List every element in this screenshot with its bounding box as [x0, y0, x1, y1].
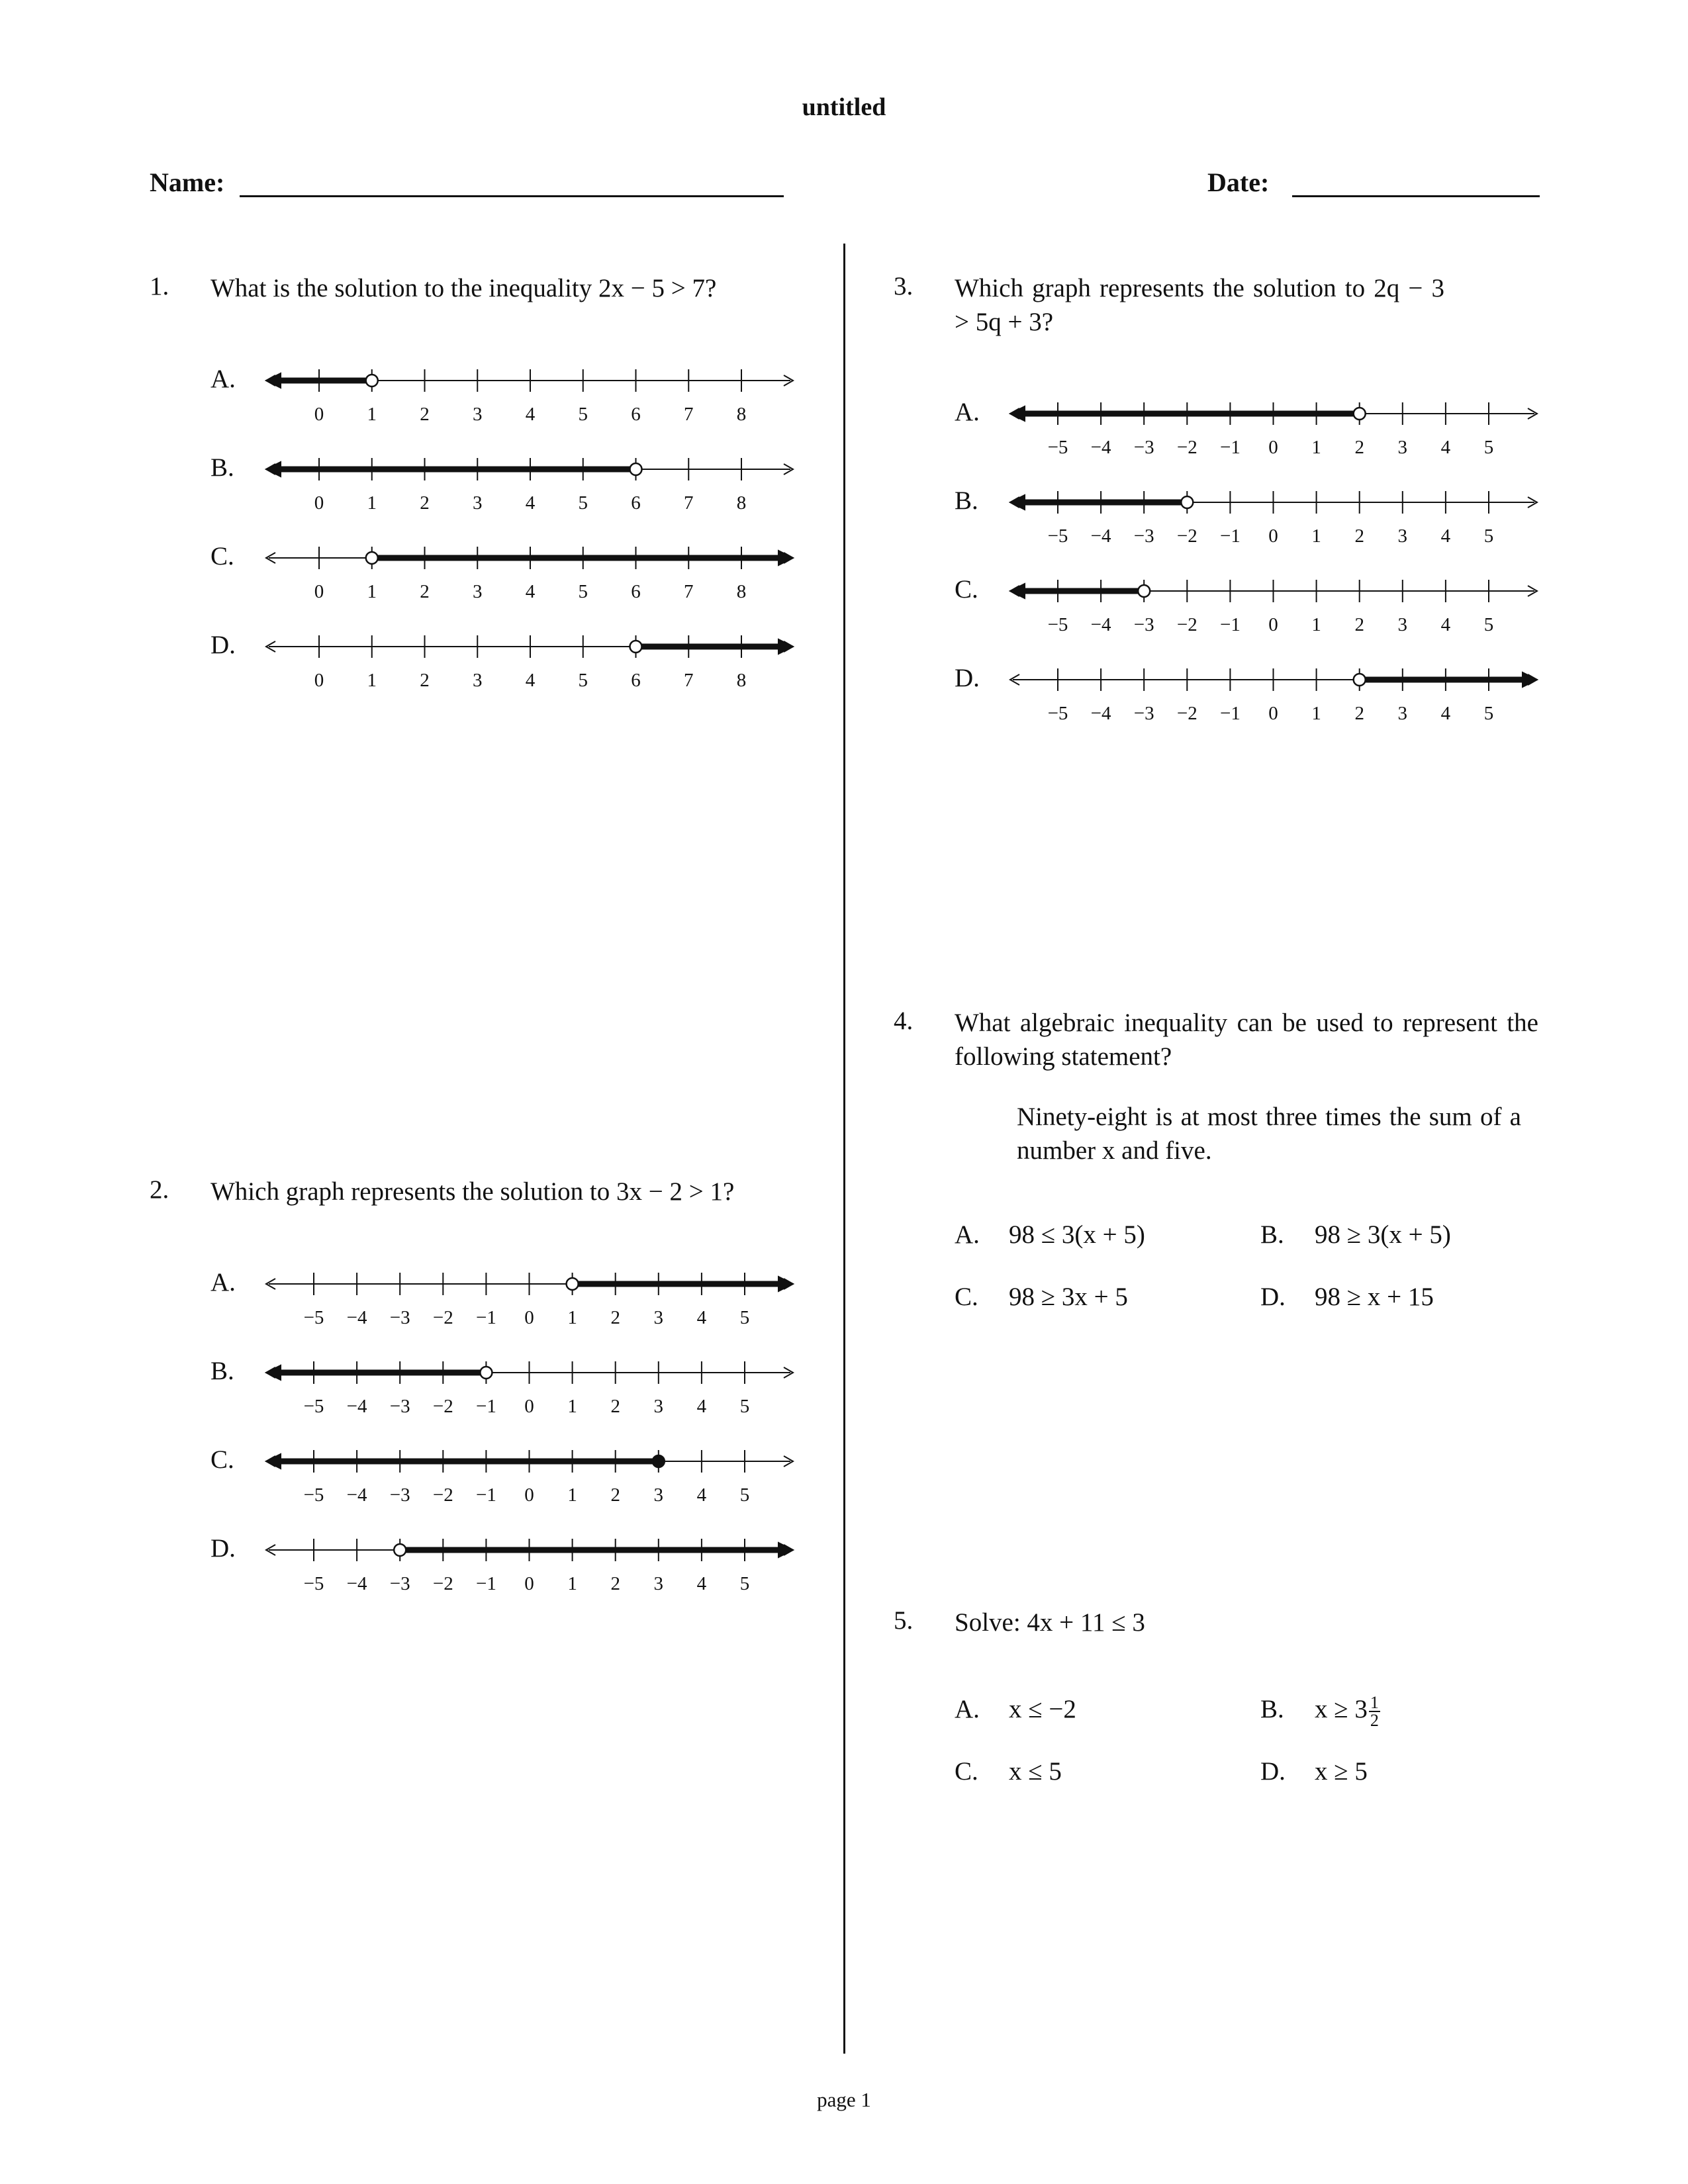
page-title: untitled — [802, 93, 886, 121]
tick-label: 3 — [473, 492, 483, 514]
q1-option-a-label: A. — [211, 365, 236, 393]
tick-label: −2 — [1176, 614, 1197, 635]
q5-choice-c-answer[interactable]: x ≤ 5 — [1009, 1757, 1062, 1786]
solution-arrowhead — [1010, 495, 1025, 510]
tick-label: 3 — [473, 404, 483, 425]
q2-option-b-label: B. — [211, 1357, 234, 1385]
tick-label: 3 — [653, 1573, 664, 1594]
tick-label: 4 — [1440, 614, 1451, 635]
open-endpoint — [1181, 496, 1193, 508]
tick-label: 4 — [1440, 703, 1451, 724]
tick-label: −3 — [389, 1396, 410, 1417]
q4-choice-a-answer[interactable]: 98 ≤ 3(x + 5) — [1009, 1220, 1145, 1249]
tick-label: 4 — [696, 1484, 707, 1506]
open-endpoint — [394, 1544, 406, 1556]
solution-arrowhead — [266, 1454, 281, 1469]
open-endpoint — [567, 1278, 579, 1290]
tick-label: −5 — [1047, 703, 1068, 724]
open-endpoint — [480, 1367, 492, 1379]
q3-number-line-b[interactable] — [0, 479, 1688, 547]
tick-label: 8 — [736, 404, 747, 425]
date-blank-line[interactable] — [1292, 195, 1540, 197]
tick-label: 5 — [1483, 614, 1494, 635]
tick-label: 2 — [610, 1307, 620, 1328]
open-endpoint — [366, 552, 378, 564]
tick-label: 1 — [367, 670, 377, 691]
tick-label: 5 — [1483, 525, 1494, 547]
tick-label: −3 — [1133, 437, 1154, 458]
solution-arrowhead — [778, 551, 793, 565]
open-endpoint — [366, 375, 378, 387]
tick-label: −5 — [303, 1307, 324, 1328]
tick-label: 6 — [631, 404, 641, 425]
solution-arrowhead — [1010, 406, 1025, 421]
q5-choice-a-letter: A. — [955, 1695, 980, 1723]
tick-label: 5 — [739, 1396, 750, 1417]
tick-label: 2 — [610, 1396, 620, 1417]
tick-label: 1 — [1311, 525, 1321, 547]
tick-label: 7 — [684, 492, 694, 514]
tick-label: 3 — [653, 1396, 664, 1417]
tick-label: −4 — [1090, 703, 1111, 724]
tick-label: −2 — [1176, 437, 1197, 458]
q3-number-line-d[interactable] — [0, 657, 1688, 724]
q2-option-c-label: C. — [211, 1445, 234, 1474]
tick-label: 0 — [1268, 703, 1278, 724]
tick-label: 5 — [1483, 703, 1494, 724]
q1-option-d-label: D. — [211, 631, 236, 659]
tick-label: 4 — [525, 492, 536, 514]
fraction-denominator: 2 — [1370, 1711, 1379, 1731]
tick-label: 4 — [696, 1307, 707, 1328]
q4-statement: Ninety-eight is at most three times the sum of a number x and five. — [1017, 1103, 1521, 1165]
q3-number: 3. — [894, 272, 914, 300]
open-endpoint — [630, 463, 642, 475]
tick-label: 8 — [736, 670, 747, 691]
tick-label: 2 — [1354, 703, 1364, 724]
tick-label: 4 — [525, 581, 536, 602]
date-label: Date: — [1207, 167, 1270, 197]
tick-label: 1 — [1311, 614, 1321, 635]
tick-label: 3 — [1397, 614, 1408, 635]
q1-option-b-label: B. — [211, 453, 234, 482]
q5-choice-d-answer[interactable]: x ≥ 5 — [1315, 1757, 1368, 1786]
tick-label: 2 — [420, 670, 430, 691]
open-endpoint — [1354, 408, 1366, 420]
tick-label: −1 — [1219, 703, 1241, 724]
solution-arrowhead — [266, 462, 281, 477]
q2-text: Which graph represents the solution to 3x − 2 > 1? — [211, 1177, 735, 1206]
tick-label: −2 — [1176, 525, 1197, 547]
tick-label: 1 — [567, 1573, 577, 1594]
open-endpoint — [1354, 674, 1366, 686]
tick-label: 3 — [1397, 703, 1408, 724]
q3-option-a-label: A. — [955, 398, 980, 426]
tick-label: 2 — [1354, 525, 1364, 547]
tick-label: −1 — [475, 1484, 496, 1506]
q5-choice-b-fraction — [1369, 1694, 1380, 1729]
tick-label: 3 — [1397, 437, 1408, 458]
tick-label: 1 — [367, 404, 377, 425]
tick-label: −3 — [1133, 525, 1154, 547]
q5-text: Solve: 4x + 11 ≤ 3 — [955, 1608, 1145, 1637]
tick-label: 3 — [1397, 525, 1408, 547]
tick-label: 0 — [314, 404, 324, 425]
q2-option-a-label: A. — [211, 1268, 236, 1297]
q2-number: 2. — [150, 1175, 169, 1204]
q5-choice-a-answer[interactable]: x ≤ −2 — [1009, 1695, 1076, 1723]
tick-label: 3 — [653, 1307, 664, 1328]
q4-choice-d-answer[interactable]: 98 ≥ x + 15 — [1315, 1283, 1434, 1311]
q2-option-d-label: D. — [211, 1534, 236, 1563]
tick-label: −2 — [1176, 703, 1197, 724]
q3-option-b-label: B. — [955, 486, 978, 515]
tick-label: −5 — [303, 1484, 324, 1506]
tick-label: −5 — [1047, 525, 1068, 547]
tick-label: 1 — [567, 1484, 577, 1506]
tick-label: 0 — [314, 581, 324, 602]
q5-choice-c-letter: C. — [955, 1757, 978, 1786]
q4-choice-b-answer[interactable]: 98 ≥ 3(x + 5) — [1315, 1220, 1451, 1249]
q4-choice-a-letter: A. — [955, 1220, 980, 1249]
tick-label: −4 — [1090, 614, 1111, 635]
q5-choice-b-letter: B. — [1260, 1695, 1284, 1723]
tick-label: 2 — [1354, 437, 1364, 458]
solution-arrowhead — [778, 1277, 793, 1291]
solution-arrowhead — [778, 639, 793, 654]
name-blank-line[interactable] — [240, 195, 784, 197]
tick-label: 0 — [1268, 525, 1278, 547]
tick-label: 2 — [610, 1573, 620, 1594]
tick-label: 1 — [1311, 437, 1321, 458]
q2-number-line-d[interactable] — [0, 1527, 1688, 1594]
tick-label: 4 — [696, 1396, 707, 1417]
tick-label: 5 — [739, 1573, 750, 1594]
tick-label: 1 — [567, 1307, 577, 1328]
q4-choice-d-letter: D. — [1260, 1283, 1286, 1311]
q4-number: 4. — [894, 1007, 914, 1035]
closed-endpoint — [653, 1455, 665, 1467]
tick-label: 1 — [1311, 703, 1321, 724]
tick-label: −4 — [1090, 437, 1111, 458]
tick-label: −4 — [346, 1307, 367, 1328]
tick-label: 2 — [420, 581, 430, 602]
tick-label: 2 — [420, 492, 430, 514]
tick-label: 6 — [631, 492, 641, 514]
tick-label: 0 — [1268, 614, 1278, 635]
tick-label: −1 — [475, 1396, 496, 1417]
q4-choice-c-answer[interactable]: 98 ≥ 3x + 5 — [1009, 1283, 1128, 1311]
tick-label: 0 — [524, 1396, 534, 1417]
fraction-numerator: 1 — [1370, 1693, 1379, 1713]
tick-label: 7 — [684, 404, 694, 425]
tick-label: 0 — [1268, 437, 1278, 458]
tick-label: 5 — [739, 1307, 750, 1328]
tick-label: −4 — [1090, 525, 1111, 547]
tick-label: −3 — [389, 1573, 410, 1594]
tick-label: 0 — [524, 1573, 534, 1594]
tick-label: 2 — [1354, 614, 1364, 635]
q2-number-line-a[interactable] — [0, 1261, 1688, 1328]
tick-label: −1 — [475, 1573, 496, 1594]
tick-label: −2 — [432, 1307, 453, 1328]
q1-number: 1. — [150, 272, 169, 300]
q1-option-c-label: C. — [211, 542, 234, 570]
tick-label: 4 — [1440, 525, 1451, 547]
q5-choice-d-letter: D. — [1260, 1757, 1286, 1786]
tick-label: 5 — [578, 492, 588, 514]
solution-arrowhead — [266, 373, 281, 388]
tick-label: 3 — [653, 1484, 664, 1506]
tick-label: 6 — [631, 581, 641, 602]
page-number: page 1 — [817, 2088, 871, 2111]
tick-label: 4 — [525, 404, 536, 425]
name-label: Name: — [150, 167, 225, 197]
tick-label: −1 — [1219, 525, 1241, 547]
tick-label: −2 — [432, 1573, 453, 1594]
open-endpoint — [630, 641, 642, 653]
tick-label: 5 — [739, 1484, 750, 1506]
q3-text: Which graph represents the solution to 2q − 3 > 5q + 3? — [955, 274, 1444, 336]
q4-choice-b-letter: B. — [1260, 1220, 1284, 1249]
tick-label: −5 — [303, 1396, 324, 1417]
q3-number-line-c[interactable] — [0, 568, 1688, 635]
tick-label: −2 — [432, 1484, 453, 1506]
tick-label: 0 — [314, 670, 324, 691]
q3-option-d-label: D. — [955, 664, 980, 692]
tick-label: −4 — [346, 1396, 367, 1417]
q2-number-line-b[interactable] — [0, 1349, 1688, 1417]
tick-label: −1 — [475, 1307, 496, 1328]
tick-label: −4 — [346, 1484, 367, 1506]
q5-number: 5. — [894, 1606, 914, 1635]
tick-label: 0 — [524, 1307, 534, 1328]
tick-label: 7 — [684, 670, 694, 691]
open-endpoint — [1138, 585, 1150, 597]
tick-label: −3 — [389, 1307, 410, 1328]
q4-text: What algebraic inequality can be used to represent the following statement? — [955, 1009, 1538, 1071]
tick-label: 5 — [578, 581, 588, 602]
tick-label: 1 — [367, 492, 377, 514]
solution-arrowhead — [266, 1365, 281, 1380]
q5-choice-b-answer[interactable] — [1315, 1694, 1380, 1729]
tick-label: 8 — [736, 581, 747, 602]
q3-number-line-a[interactable] — [0, 390, 1688, 458]
q4-choice-c-letter: C. — [955, 1283, 978, 1311]
tick-label: 5 — [1483, 437, 1494, 458]
q1-text: What is the solution to the inequality 2x − 5 > 7? — [211, 274, 717, 302]
tick-label: 0 — [524, 1484, 534, 1506]
q2-number-line-c[interactable] — [0, 1438, 1688, 1506]
tick-label: −1 — [1219, 614, 1241, 635]
solution-arrowhead — [1010, 584, 1025, 598]
tick-label: 4 — [696, 1573, 707, 1594]
tick-label: 4 — [1440, 437, 1451, 458]
tick-label: −5 — [1047, 437, 1068, 458]
tick-label: 3 — [473, 581, 483, 602]
tick-label: 5 — [578, 404, 588, 425]
tick-label: 4 — [525, 670, 536, 691]
tick-label: 1 — [567, 1396, 577, 1417]
tick-label: 1 — [367, 581, 377, 602]
q3-option-c-label: C. — [955, 575, 978, 604]
tick-label: 0 — [314, 492, 324, 514]
tick-label: 2 — [420, 404, 430, 425]
tick-label: −3 — [1133, 614, 1154, 635]
tick-label: −4 — [346, 1573, 367, 1594]
solution-arrowhead — [778, 1543, 793, 1557]
tick-label: −5 — [303, 1573, 324, 1594]
tick-label: 6 — [631, 670, 641, 691]
tick-label: 2 — [610, 1484, 620, 1506]
tick-label: 5 — [578, 670, 588, 691]
tick-label: −2 — [432, 1396, 453, 1417]
q5-choice-b-text: x ≥ 3 — [1315, 1695, 1368, 1723]
tick-label: −5 — [1047, 614, 1068, 635]
tick-label: −3 — [1133, 703, 1154, 724]
tick-label: 7 — [684, 581, 694, 602]
tick-label: −3 — [389, 1484, 410, 1506]
tick-label: −1 — [1219, 437, 1241, 458]
tick-label: 3 — [473, 670, 483, 691]
solution-arrowhead — [1523, 672, 1537, 687]
tick-label: 8 — [736, 492, 747, 514]
